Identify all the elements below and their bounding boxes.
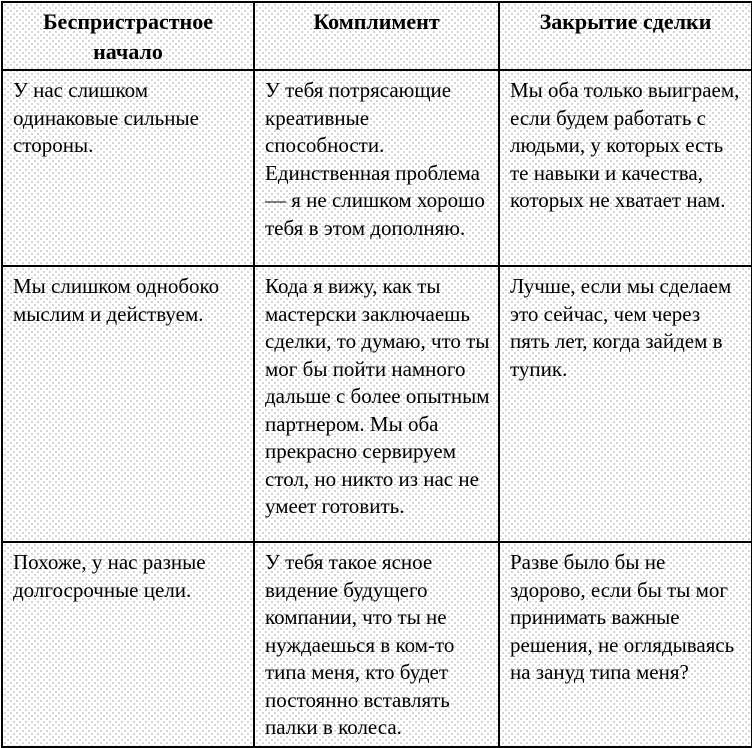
header-cell-closing-deal: Закрытие сделки xyxy=(499,2,752,70)
table-row xyxy=(2,70,752,266)
header-cell-unbiased-opening: Беспристрастное начало xyxy=(2,2,254,70)
cell-row1-closing: Мы оба только выиграем, если будем работать с людьми, у которых есть те навыки и качества, которых не хватает нам. xyxy=(499,70,752,266)
cell-row3-opening: Похоже, у нас разные долгосрочные цели. xyxy=(2,542,254,747)
header-cell-compliment: Комплимент xyxy=(254,2,499,70)
table-row xyxy=(2,542,752,747)
cell-row1-opening: У нас слишком одинаковые сильные стороны. xyxy=(2,70,254,266)
table-header-row xyxy=(2,2,752,70)
cell-row2-closing: Лучше, если мы сделаем это сейчас, чем через пять лет, когда зайдем в тупик. xyxy=(499,266,752,542)
cell-row3-closing: Разве было бы не здорово, если бы ты мог принимать важные решения, не оглядываясь на зануд типа меня? xyxy=(499,542,752,747)
cell-row1-compliment: У тебя потрясающие креативные способности. Единственная проблема — я не слишком хорошо тебя в этом дополняю. xyxy=(254,70,499,266)
cell-row2-opening: Мы слишком однобоко мыслим и действуем. xyxy=(2,266,254,542)
negotiation-phrases-table xyxy=(1,1,752,748)
cell-row2-compliment: Кода я вижу, как ты мастерски заключаешь сделки, то думаю, что ты мог бы пойти намного дальше с более опытным партнером. Мы оба прекрасно сервируем стол, но никто из нас не умеет готовить. xyxy=(254,266,499,542)
cell-row3-compliment: У тебя такое ясное видение будущего компании, что ты не нуждаешься в ком-то типа меня, кто будет постоянно вставлять палки в колеса. xyxy=(254,542,499,747)
table-row xyxy=(2,266,752,542)
document-page xyxy=(0,1,752,746)
